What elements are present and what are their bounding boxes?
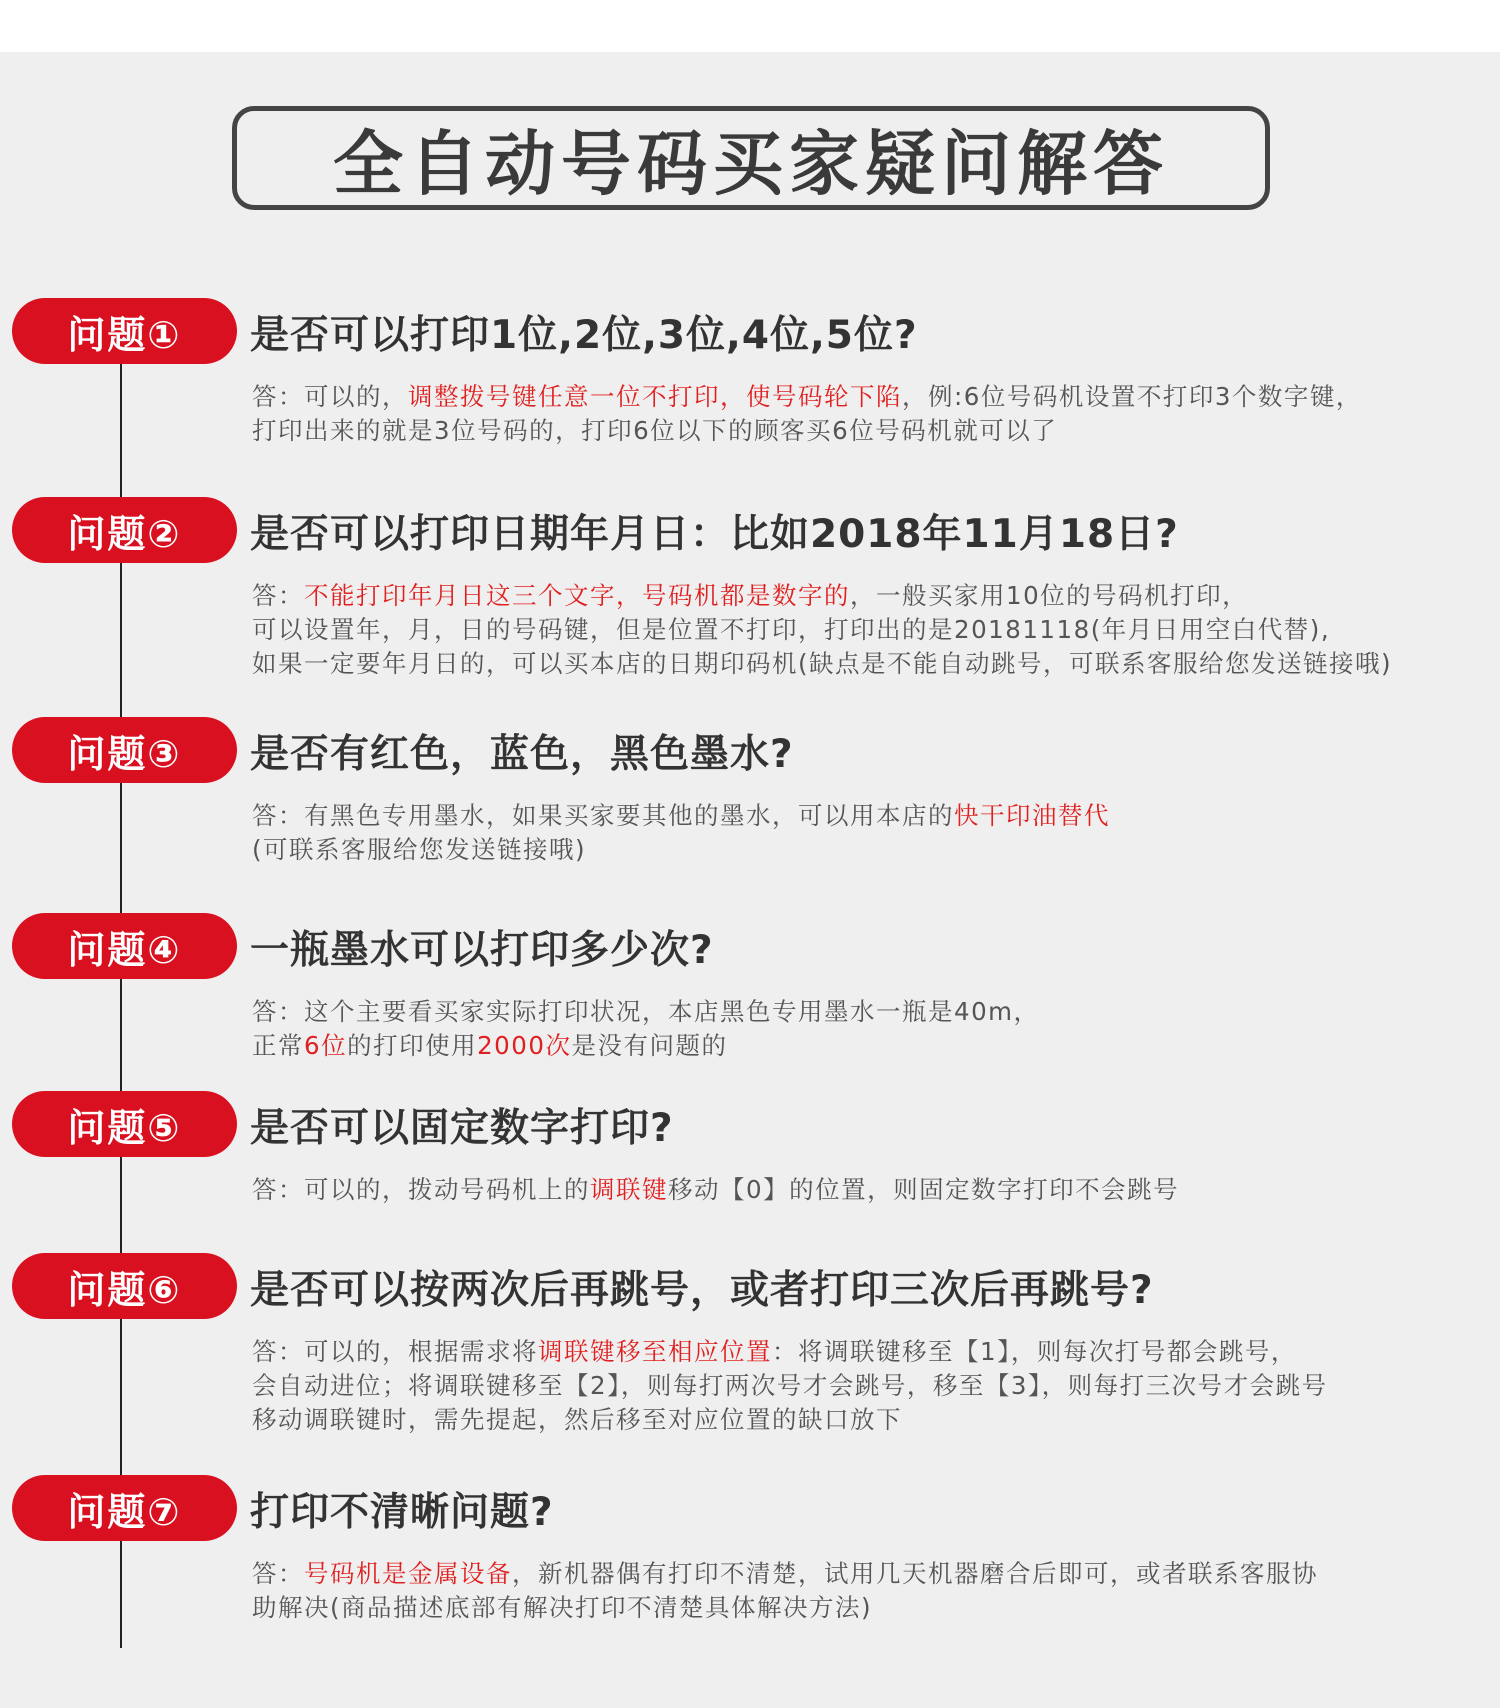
answer-line-1 bbox=[252, 1557, 1492, 1591]
answer-segment: 的打印使用 bbox=[347, 1031, 478, 1060]
question-tag: 问题⑤ bbox=[12, 1091, 237, 1157]
answer-highlight: 2000次 bbox=[477, 1031, 572, 1060]
content-panel bbox=[0, 52, 1500, 1708]
answer-segment: ，例:6位号码机设置不打印3个数字键， bbox=[902, 382, 1362, 411]
question-tag: 问题⑦ bbox=[12, 1475, 237, 1541]
question-tag: 问题③ bbox=[12, 717, 237, 783]
question-text: 是否可以固定数字打印? bbox=[250, 1106, 674, 1151]
answer-highlight: 调整拨号键任意一位不打印，使号码轮下陷 bbox=[408, 382, 902, 411]
answer-segment: 答： bbox=[252, 1559, 304, 1588]
question-text: 一瓶墨水可以打印多少次? bbox=[250, 928, 714, 973]
answer-line-2 bbox=[252, 1029, 1492, 1063]
answer-segment: 答：有黑色专用墨水，如果买家要其他的墨水，可以用本店的 bbox=[252, 801, 954, 830]
answer-highlight: 调联键 bbox=[590, 1175, 668, 1204]
answer-text bbox=[252, 579, 1492, 681]
question-tag: 问题① bbox=[12, 298, 237, 364]
question-tag: 问题⑥ bbox=[12, 1253, 237, 1319]
answer-line-1 bbox=[252, 799, 1492, 833]
answer-segment: 答：可以的，根据需求将 bbox=[252, 1337, 538, 1366]
answer-segment: 是没有问题的 bbox=[571, 1031, 728, 1060]
answer-line-1 bbox=[252, 380, 1492, 414]
answer-segment: 答：可以的，拨动号码机上的 bbox=[252, 1175, 590, 1204]
answer-line-1: 答：这个主要看买家实际打印状况，本店黑色专用墨水一瓶是40m， bbox=[252, 997, 1040, 1026]
question-text: 打印不清晰问题? bbox=[250, 1490, 554, 1535]
question-text: 是否有红色，蓝色，黑色墨水? bbox=[250, 732, 794, 777]
answer-segment: ，一般买家用10位的号码机打印， bbox=[850, 581, 1249, 610]
answer-line-2: 助解决(商品描述底部有解决打印不清楚具体解决方法) bbox=[252, 1593, 873, 1622]
answer-line-3: 移动调联键时，需先提起，然后移至对应位置的缺口放下 bbox=[252, 1405, 902, 1434]
question-tag: 问题④ bbox=[12, 913, 237, 979]
question-text: 是否可以按两次后再跳号，或者打印三次后再跳号? bbox=[250, 1268, 1154, 1313]
answer-highlight: 不能打印年月日这三个文字，号码机都是数字的 bbox=[304, 581, 850, 610]
answer-segment: 答：可以的， bbox=[252, 382, 408, 411]
answer-highlight: 6位 bbox=[304, 1031, 348, 1060]
answer-segment: ：将调联键移至【1】，则每次打号都会跳号， bbox=[772, 1337, 1297, 1366]
answer-line-2: (可联系客服给您发送链接哦) bbox=[252, 835, 587, 864]
answer-text bbox=[252, 1335, 1492, 1437]
answer-line-2: 打印出来的就是3位号码的，打印6位以下的顾客买6位号码机就可以了 bbox=[252, 416, 1058, 445]
answer-line-1 bbox=[252, 579, 1492, 613]
answer-line-1 bbox=[252, 1335, 1492, 1369]
answer-highlight: 快干印油替代 bbox=[954, 801, 1110, 830]
answer-segment: 答： bbox=[252, 581, 304, 610]
question-text: 是否可以打印1位,2位,3位,4位,5位? bbox=[250, 313, 918, 358]
answer-line-3: 如果一定要年月日的，可以买本店的日期印码机(缺点是不能自动跳号，可联系客服给您发送链接哦) bbox=[252, 649, 1393, 678]
answer-line-2: 会自动进位；将调联键移至【2】，则每打两次号才会跳号，移至【3】，则每打三次号才会跳号 bbox=[252, 1371, 1328, 1400]
answer-segment: ，新机器偶有打印不清楚，试用几天机器磨合后即可，或者联系客服协 bbox=[512, 1559, 1318, 1588]
answer-line-2: 可以设置年，月，日的号码键，但是位置不打印，打印出的是20181118(年月日用空白代替), bbox=[252, 615, 1331, 644]
answer-text bbox=[252, 380, 1492, 448]
answer-segment: 移动【0】的位置，则固定数字打印不会跳号 bbox=[668, 1175, 1180, 1204]
answer-text bbox=[252, 1557, 1492, 1625]
question-text: 是否可以打印日期年月日：比如2018年11月18日? bbox=[250, 512, 1179, 557]
answer-line-1 bbox=[252, 1173, 1492, 1207]
answer-text bbox=[252, 995, 1492, 1063]
answer-highlight: 号码机是金属设备 bbox=[304, 1559, 512, 1588]
answer-text bbox=[252, 1173, 1492, 1207]
answer-segment: 正常 bbox=[252, 1031, 304, 1060]
question-tag: 问题② bbox=[12, 497, 237, 563]
answer-highlight: 调联键移至相应位置 bbox=[538, 1337, 772, 1366]
page-title: 全自动号码买家疑问解答 bbox=[333, 122, 1169, 205]
answer-text bbox=[252, 799, 1492, 867]
page-title-box bbox=[232, 106, 1270, 210]
